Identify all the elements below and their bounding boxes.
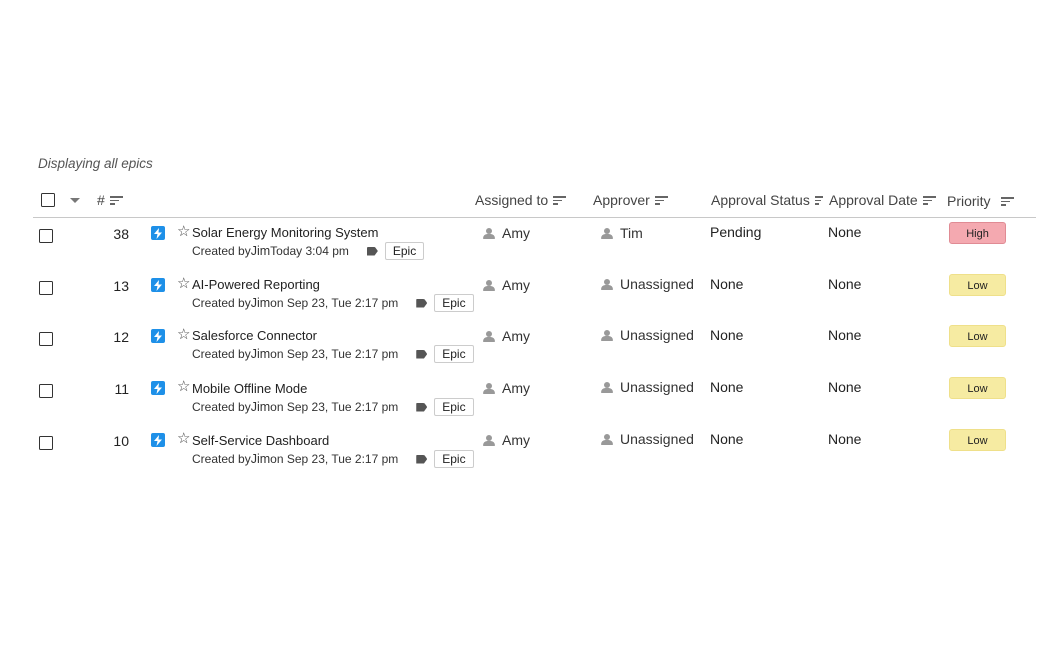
- epic-tag[interactable]: Epic: [434, 398, 473, 416]
- row-checkbox[interactable]: [39, 229, 53, 243]
- approval-status: None: [710, 379, 744, 395]
- priority-badge[interactable]: Low: [949, 429, 1006, 451]
- approval-status: None: [710, 327, 744, 343]
- table-row[interactable]: [33, 430, 1036, 482]
- person-icon: [601, 228, 613, 239]
- table-row[interactable]: [33, 378, 1036, 430]
- epic-meta: [192, 345, 474, 363]
- epic-number: 12: [113, 329, 129, 345]
- assigned-to-name: Amy: [502, 225, 530, 241]
- approval-status: Pending: [710, 224, 762, 240]
- creator-name[interactable]: Jim: [250, 347, 271, 361]
- assigned-to-name: Amy: [502, 328, 530, 344]
- select-all-control: [41, 193, 80, 207]
- assigned-to-name: Amy: [502, 432, 530, 448]
- epic-lightning-icon: [151, 433, 165, 447]
- chevron-down-icon[interactable]: [70, 198, 80, 203]
- approver-name: Unassigned: [620, 327, 694, 343]
- approval-status: None: [710, 431, 744, 447]
- person-icon: [601, 382, 613, 393]
- approval-status: None: [710, 276, 744, 292]
- approval-date: None: [828, 276, 862, 292]
- person-icon: [483, 331, 495, 342]
- created-time: on Sep 23, Tue 2:17 pm: [270, 347, 399, 361]
- creator-name[interactable]: Jim: [250, 452, 271, 466]
- table-row[interactable]: [33, 222, 1036, 274]
- assigned-to-name: Amy: [502, 277, 530, 293]
- tag-icon: [416, 403, 427, 412]
- epic-title[interactable]: Salesforce Connector: [192, 328, 318, 343]
- person-icon: [601, 330, 613, 341]
- row-checkbox[interactable]: [39, 332, 53, 346]
- tag-icon: [416, 350, 427, 359]
- epic-meta: [192, 294, 474, 312]
- column-header-priority[interactable]: [947, 193, 1014, 209]
- row-checkbox[interactable]: [39, 281, 53, 295]
- epic-tag[interactable]: Epic: [434, 345, 473, 363]
- approver[interactable]: [601, 276, 694, 292]
- epic-lightning-icon: [151, 278, 165, 292]
- column-header-number-label: #: [97, 192, 105, 208]
- epic-tag[interactable]: Epic: [434, 450, 473, 468]
- epic-title[interactable]: Solar Energy Monitoring System: [192, 225, 379, 240]
- column-header-assigned-to[interactable]: [475, 192, 566, 208]
- row-checkbox[interactable]: [39, 436, 53, 450]
- approver-name: Unassigned: [620, 431, 694, 447]
- person-icon: [483, 228, 495, 239]
- star-icon[interactable]: ☆: [177, 223, 191, 240]
- created-time: on Sep 23, Tue 2:17 pm: [270, 452, 399, 466]
- epic-lightning-icon: [151, 329, 165, 343]
- sort-icon[interactable]: [815, 195, 823, 205]
- approval-date: None: [828, 379, 862, 395]
- creator-name[interactable]: Jim: [250, 244, 271, 258]
- star-icon[interactable]: ☆: [177, 326, 191, 343]
- approval-date: None: [828, 431, 862, 447]
- epic-title[interactable]: Self-Service Dashboard: [192, 433, 330, 448]
- priority-badge[interactable]: High: [949, 222, 1006, 244]
- created-time: on Sep 23, Tue 2:17 pm: [270, 400, 399, 414]
- column-header-approval-date[interactable]: [829, 192, 936, 208]
- approver[interactable]: [601, 327, 694, 343]
- epic-meta: [192, 398, 474, 416]
- epic-number: 11: [114, 381, 129, 397]
- person-icon: [601, 279, 613, 290]
- sort-icon[interactable]: [923, 195, 936, 205]
- assigned-to[interactable]: [483, 277, 530, 293]
- approver[interactable]: [601, 225, 643, 241]
- approval-date: None: [828, 327, 862, 343]
- table-row[interactable]: [33, 326, 1036, 378]
- sort-icon[interactable]: [655, 195, 668, 205]
- sort-icon[interactable]: [110, 195, 123, 205]
- epic-tag[interactable]: Epic: [434, 294, 473, 312]
- creator-name[interactable]: Jim: [250, 400, 271, 414]
- sort-icon[interactable]: [1001, 196, 1014, 206]
- person-icon: [483, 435, 495, 446]
- tag-icon: [367, 247, 378, 256]
- tag-icon: [416, 455, 427, 464]
- star-icon[interactable]: ☆: [177, 430, 191, 447]
- table-row[interactable]: [33, 274, 1036, 326]
- tag-icon: [416, 299, 427, 308]
- star-icon[interactable]: ☆: [177, 275, 191, 292]
- assigned-to[interactable]: [483, 225, 530, 241]
- column-header-approval-status-label: Approval Status: [711, 192, 810, 208]
- approver-name: Tim: [620, 225, 643, 241]
- created-time: on Sep 23, Tue 2:17 pm: [270, 296, 399, 310]
- epic-tag[interactable]: Epic: [385, 242, 424, 260]
- epic-meta: [192, 450, 474, 468]
- person-icon: [483, 280, 495, 291]
- epic-title[interactable]: Mobile Offline Mode: [192, 381, 308, 396]
- created-by-label: Created by: [192, 452, 251, 466]
- person-icon: [483, 383, 495, 394]
- column-header-assigned-to-label: Assigned to: [475, 192, 549, 208]
- created-by-label: Created by: [192, 296, 251, 310]
- star-icon[interactable]: ☆: [177, 378, 191, 395]
- epic-meta: [192, 242, 424, 260]
- assigned-to[interactable]: [483, 328, 530, 344]
- approver[interactable]: [601, 431, 694, 447]
- created-by-label: Created by: [192, 400, 251, 414]
- epic-lightning-icon: [151, 226, 165, 240]
- select-all-checkbox[interactable]: [41, 193, 55, 207]
- assigned-to[interactable]: [483, 380, 530, 396]
- epic-number: 13: [113, 278, 129, 294]
- list-caption: Displaying all epics: [38, 156, 153, 171]
- epic-number: 10: [113, 433, 129, 449]
- column-header-priority-label: Priority: [947, 193, 991, 209]
- column-header-approver[interactable]: [593, 192, 668, 208]
- column-header-approval-status[interactable]: [711, 192, 823, 208]
- epic-number: 38: [113, 226, 129, 242]
- approval-date: None: [828, 224, 862, 240]
- approver-name: Unassigned: [620, 379, 694, 395]
- assigned-to-name: Amy: [502, 380, 530, 396]
- person-icon: [601, 434, 613, 445]
- created-by-label: Created by: [192, 244, 251, 258]
- approver-name: Unassigned: [620, 276, 694, 292]
- row-checkbox[interactable]: [39, 384, 53, 398]
- epic-title[interactable]: AI-Powered Reporting: [192, 277, 320, 292]
- sort-icon[interactable]: [553, 195, 566, 205]
- assigned-to[interactable]: [483, 432, 530, 448]
- approver[interactable]: [601, 379, 694, 395]
- column-header-number[interactable]: [97, 192, 123, 208]
- priority-badge[interactable]: Low: [949, 377, 1006, 399]
- table-header: [33, 186, 1036, 218]
- column-header-approval-date-label: Approval Date: [829, 192, 918, 208]
- epic-lightning-icon: [151, 381, 165, 395]
- creator-name[interactable]: Jim: [250, 296, 271, 310]
- created-time: Today 3:04 pm: [270, 244, 349, 258]
- created-by-label: Created by: [192, 347, 251, 361]
- priority-badge[interactable]: Low: [949, 274, 1006, 296]
- priority-badge[interactable]: Low: [949, 325, 1006, 347]
- column-header-approver-label: Approver: [593, 192, 650, 208]
